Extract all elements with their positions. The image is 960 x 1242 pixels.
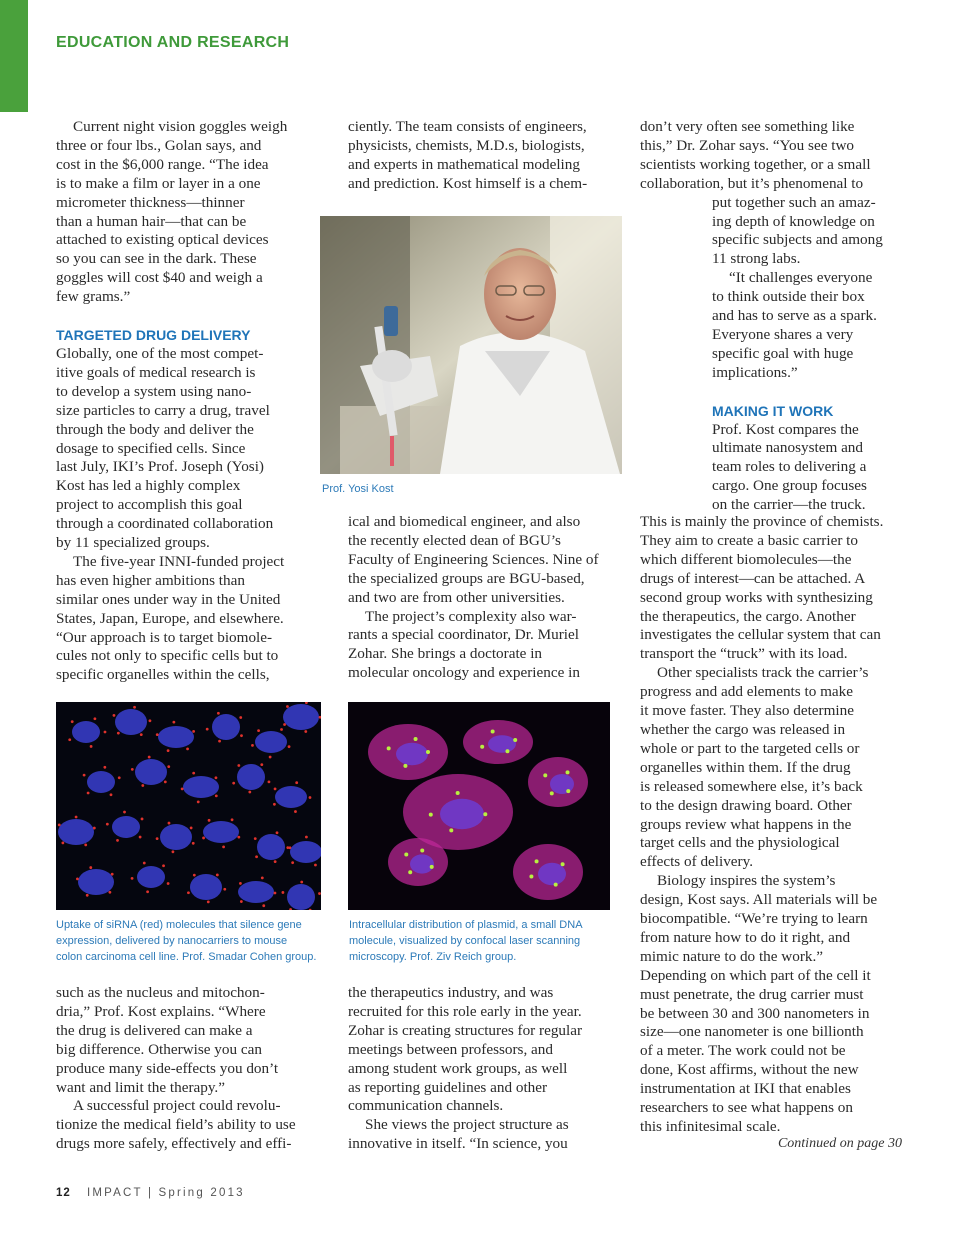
column-3-narrow xyxy=(712,194,908,516)
para-complexity xyxy=(348,608,620,684)
text-line: to develop a system using nano- xyxy=(56,382,252,400)
text-line: design, Kost says. All materials will be xyxy=(640,891,878,909)
text-line: cost in the $6,000 range. “The idea xyxy=(56,155,269,173)
text-line: ing depth of knowledge on xyxy=(712,212,875,230)
section-label: EDUCATION AND RESEARCH xyxy=(56,34,290,51)
text-line: team roles to delivering a xyxy=(712,458,867,476)
text-line: biocompatible. “We’re trying to learn xyxy=(640,910,868,928)
column-1 xyxy=(56,118,321,685)
text-line: three or four lbs., Golan says, and xyxy=(56,136,262,154)
text-line: collaboration, but it’s phenomenal to xyxy=(640,174,864,192)
text-line: Biology inspires the system’s xyxy=(657,872,836,890)
text-line: Kost has led a highly complex xyxy=(56,477,241,495)
image-plasmid-distribution xyxy=(348,702,610,910)
text-line: dria,” Prof. Kost explains. “Where xyxy=(56,1002,266,1020)
text-line: size—one nanometer is one billionth xyxy=(640,1023,864,1041)
text-line: Faculty of Engineering Sciences. Nine of xyxy=(348,550,599,568)
para-biology xyxy=(640,872,908,1137)
text-line: “It challenges everyone xyxy=(729,269,873,287)
text-line: physicists, chemists, M.D.s, biologists, xyxy=(348,136,585,154)
text-line: through the body and deliver the xyxy=(56,420,254,438)
text-line: molecule, visualized by confocal laser scanning xyxy=(349,935,581,947)
text-line: cules not only to specific cells but to xyxy=(56,647,279,665)
text-line: rants a special coordinator, Dr. Muriel xyxy=(348,626,579,644)
text-line: so you can see in the dark. These xyxy=(56,250,257,268)
text-line: and prediction. Kost himself is a chem- xyxy=(348,174,588,192)
text-line: cargo. One group focuses xyxy=(712,477,867,495)
text-line: big difference. Otherwise you can xyxy=(56,1040,262,1058)
para-ciently xyxy=(348,118,618,194)
subhead-targeted-drug-delivery: TARGETED DRUG DELIVERY xyxy=(56,327,251,344)
column-3-full xyxy=(640,513,908,1137)
text-line: instrumentation at IKI that enables xyxy=(640,1080,851,1098)
text-line: specific subjects and among xyxy=(712,231,883,249)
text-line: colon carcinoma cell line. Prof. Smadar Cohen group. xyxy=(56,951,317,963)
text-line: be between 30 and 300 nanometers in xyxy=(640,1004,870,1022)
para-goggles xyxy=(56,118,321,307)
text-line: from nature how to do it right, and xyxy=(640,928,851,946)
text-line: ical and biomedical engineer, and also xyxy=(348,513,581,530)
text-line: The five-year INNI-funded project xyxy=(73,552,285,570)
column-3-top xyxy=(640,118,906,194)
text-line: attached to existing optical devices xyxy=(56,231,269,249)
text-line: and two are from other universities. xyxy=(348,588,565,606)
text-line: itive goals of medical research is xyxy=(56,363,256,381)
text-line: Other specialists track the carrier’s xyxy=(657,664,869,682)
text-line: done, Kost affirms, without the new xyxy=(640,1061,859,1079)
text-line: produce many side-effects you don’t xyxy=(56,1059,279,1077)
para-ical xyxy=(348,513,620,608)
text-line: Globally, one of the most compet- xyxy=(56,344,264,362)
text-line: scientists working together, or a small xyxy=(640,155,871,173)
text-line: The project’s complexity also war- xyxy=(365,607,577,625)
text-line: this,” Dr. Zohar says. “You see two xyxy=(640,136,855,154)
text-line: effects of delivery. xyxy=(640,853,754,871)
section-color-bar xyxy=(0,0,28,112)
para-challenges xyxy=(712,269,908,382)
text-line: dosage to specified cells. Since xyxy=(56,439,246,457)
text-line: specific goal with huge xyxy=(712,344,854,362)
text-line: mimic nature to do the work.” xyxy=(640,947,824,965)
page-number: 12 xyxy=(56,1187,71,1199)
para-compares xyxy=(712,421,908,516)
subhead-making-it-work: MAKING IT WORK xyxy=(712,402,834,419)
text-line: and has to serve as a spark. xyxy=(712,307,877,325)
text-line: than a human hair—that can be xyxy=(56,212,247,230)
text-line: micrometer thickness—thinner xyxy=(56,193,245,211)
text-line: drugs of interest—can be attached. A xyxy=(640,569,866,587)
plasmid-cells-illustration xyxy=(348,702,610,910)
text-line: this infinitesimal scale. xyxy=(640,1118,781,1135)
text-line: which different biomolecules—the xyxy=(640,550,852,568)
text-line: implications.” xyxy=(712,363,798,381)
text-line: Intracellular distribution of plasmid, a small DNA xyxy=(349,919,583,931)
text-line: Depending on which part of the cell it xyxy=(640,966,871,984)
para-views xyxy=(348,1116,620,1154)
text-line: put together such an amaz- xyxy=(712,193,876,211)
page-footer xyxy=(56,1187,245,1199)
text-line: last July, IKI’s Prof. Joseph (Yosi) xyxy=(56,458,264,476)
text-line: specific organelles within the cells, xyxy=(56,666,270,684)
text-line: Zohar is creating structures for regular xyxy=(348,1021,583,1039)
publication-name: IMPACT | Spring 2013 xyxy=(86,1187,245,1199)
text-line: has even higher ambitions than xyxy=(56,571,245,589)
para-nucleus xyxy=(56,984,326,1097)
text-line: whether the cargo was released in xyxy=(640,720,846,738)
text-line: second group works with synthesizing xyxy=(640,588,873,606)
text-line: drugs more safely, effectively and effi- xyxy=(56,1135,292,1153)
text-line: This is mainly the province of chemists. xyxy=(640,513,884,530)
text-line: groups review what happens in the xyxy=(640,815,852,833)
text-line: the specialized groups are BGU-based, xyxy=(348,569,585,587)
text-line: researchers to see what happens on xyxy=(640,1099,853,1117)
text-line: by 11 specialized groups. xyxy=(56,534,210,552)
column-2-top xyxy=(348,118,618,194)
text-line: through a coordinated collaboration xyxy=(56,515,274,533)
text-line: few grams.” xyxy=(56,288,131,306)
text-line: and experts in mathematical modeling xyxy=(348,155,580,173)
text-line: the recently elected dean of BGU’s xyxy=(348,531,561,549)
text-line: as reporting guidelines and other xyxy=(348,1078,548,1096)
text-line: 11 strong labs. xyxy=(712,250,801,268)
portrait-illustration xyxy=(320,216,622,474)
text-line: Everyone shares a very xyxy=(712,325,854,343)
text-line: A successful project could revolu- xyxy=(73,1097,281,1115)
text-line: Prof. Kost compares the xyxy=(712,420,859,438)
text-line: goggles will cost $40 and weigh a xyxy=(56,269,263,287)
text-line: ciently. The team consists of engineers, xyxy=(348,118,587,135)
text-line: to the design drawing board. Other xyxy=(640,796,852,814)
text-line: Current night vision goggles weigh xyxy=(73,118,288,135)
text-line: the therapeutics, the cargo. Another xyxy=(640,607,856,625)
text-line: tionize the medical field’s ability to use xyxy=(56,1116,296,1134)
para-chemists xyxy=(640,513,908,664)
text-line: is released somewhere else, it’s back xyxy=(640,777,863,795)
text-line: to think outside their box xyxy=(712,288,865,306)
photo-caption-kost: Prof. Yosi Kost xyxy=(322,483,394,495)
text-line: project to accomplish this goal xyxy=(56,496,243,514)
para-revolutionize xyxy=(56,1097,326,1154)
text-line: transport the “truck” with its load. xyxy=(640,645,848,663)
caption-plasmid xyxy=(349,917,619,965)
para-dont xyxy=(640,118,906,194)
text-line: molecular oncology and experience in xyxy=(348,664,580,682)
photo-prof-kost xyxy=(320,216,622,474)
text-line: must penetrate, the drug carrier must xyxy=(640,985,864,1003)
text-line: is to make a film or layer in a one xyxy=(56,174,261,192)
text-line: it move faster. They also determine xyxy=(640,702,854,720)
para-five-year xyxy=(56,553,321,685)
image-sirna-uptake xyxy=(56,702,321,910)
text-line: communication channels. xyxy=(348,1097,504,1115)
text-line: recruited for this role early in the year. xyxy=(348,1002,582,1020)
text-line: want and limit the therapy.” xyxy=(56,1078,225,1096)
text-line: progress and add elements to make xyxy=(640,683,853,701)
text-line: the therapeutics industry, and was xyxy=(348,984,554,1001)
text-line: ultimate nanosystem and xyxy=(712,439,863,457)
text-line: of a meter. The work could not be xyxy=(640,1042,846,1060)
text-line: States, Japan, Europe, and elsewhere. xyxy=(56,609,284,627)
para-globally xyxy=(56,345,321,553)
text-line: among student work groups, as well xyxy=(348,1059,568,1077)
text-line: microscopy. Prof. Ziv Reich group. xyxy=(349,951,517,963)
text-line: on the carrier—the truck. xyxy=(712,496,866,514)
column-1-bottom xyxy=(56,984,326,1154)
text-line: innovative in itself. “In science, you xyxy=(348,1135,568,1153)
text-line: Uptake of siRNA (red) molecules that silence gene xyxy=(56,919,302,931)
text-line: whole or part to the targeted cells or xyxy=(640,739,860,757)
text-line: She views the project structure as xyxy=(365,1116,569,1134)
para-therapeutics xyxy=(348,984,620,1116)
text-line: similar ones under way in the United xyxy=(56,590,281,608)
text-line: size particles to carry a drug, travel xyxy=(56,401,270,419)
text-line: They aim to create a basic carrier to xyxy=(640,531,858,549)
sirna-cells-illustration xyxy=(56,702,321,910)
text-line: “Our approach is to target biomole- xyxy=(56,628,273,646)
column-2-mid xyxy=(348,513,620,683)
text-line: meetings between professors, and xyxy=(348,1040,553,1058)
text-line: target cells and the physiological xyxy=(640,834,840,852)
text-line: Zohar. She brings a doctorate in xyxy=(348,645,543,663)
continued-note: Continued on page 30 xyxy=(777,1136,902,1151)
column-2-bottom xyxy=(348,984,620,1154)
text-line: investigates the cellular system that can xyxy=(640,626,881,644)
text-line: such as the nucleus and mitochon- xyxy=(56,984,265,1001)
text-line: expression, delivered by nanocarriers to mouse xyxy=(56,935,288,947)
text-line: don’t very often see something like xyxy=(640,118,855,135)
text-line: organelles within them. If the drug xyxy=(640,758,851,776)
para-specialists xyxy=(640,664,908,872)
text-line: the drug is delivered can make a xyxy=(56,1021,253,1039)
para-amazing xyxy=(712,194,908,270)
caption-sirna xyxy=(56,917,331,965)
